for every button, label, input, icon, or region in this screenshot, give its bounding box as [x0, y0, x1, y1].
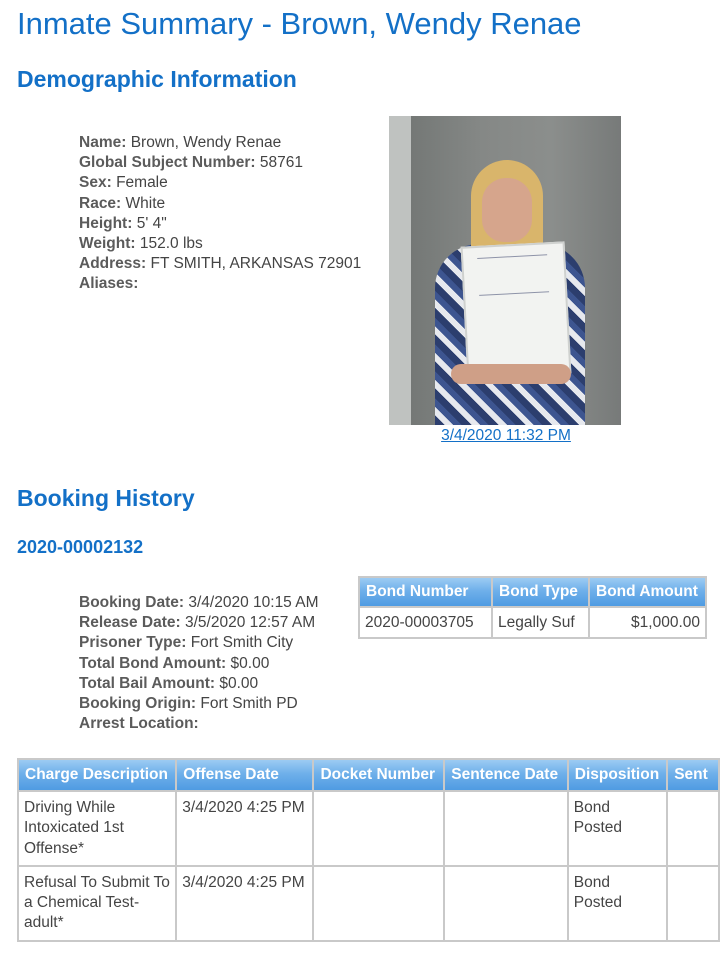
- bond-header-row: [360, 578, 705, 606]
- sentence-date-cell: [445, 867, 567, 940]
- charge-description-header[interactable]: Charge Description: [19, 760, 175, 790]
- charges-table: [17, 758, 720, 942]
- disposition-header[interactable]: Disposition: [569, 760, 666, 790]
- info-row-height: Height: 5' 4": [79, 214, 167, 232]
- charges-header-row: [19, 760, 718, 790]
- booking-row-prisoner-type: Prisoner Type: Fort Smith City: [79, 634, 294, 652]
- demographic-heading: Demographic Information: [17, 66, 297, 92]
- docket-number-header[interactable]: Docket Number: [314, 760, 443, 790]
- docket-number-cell: [314, 792, 443, 865]
- info-row-sex: Sex: Female: [79, 174, 168, 192]
- bond-amount-header[interactable]: Bond Amount: [590, 578, 705, 606]
- booking-row-total-bail: Total Bail Amount: $0.00: [79, 674, 259, 692]
- booking-history-heading: Booking History: [17, 485, 195, 511]
- bond-number-header[interactable]: Bond Number: [360, 578, 491, 606]
- info-row-address: Address: FT SMITH, ARKANSAS 72901: [79, 255, 362, 273]
- bond-table: [358, 576, 707, 639]
- page-title: Inmate Summary - Brown, Wendy Renae: [17, 6, 582, 41]
- disposition-cell: Bond Posted: [569, 792, 666, 865]
- booking-row-booking-origin: Booking Origin: Fort Smith PD: [79, 694, 298, 712]
- bond-type-cell: Legally Suf: [493, 608, 588, 637]
- sentence-header[interactable]: Sent: [668, 760, 718, 790]
- bond-number-cell: 2020-00003705: [360, 608, 491, 637]
- photo-date-link[interactable]: 3/4/2020 11:32 PM: [441, 427, 571, 444]
- booking-row-arrest-location: Arrest Location:: [79, 715, 199, 733]
- table-row: [360, 608, 705, 637]
- sentence-cell: [668, 867, 718, 940]
- sentence-date-header[interactable]: Sentence Date: [445, 760, 567, 790]
- booking-row-release-date: Release Date: 3/5/2020 12:57 AM: [79, 614, 316, 632]
- charge-description-cell: Driving While Intoxicated 1st Offense*: [19, 792, 175, 865]
- offense-date-cell: 3/4/2020 4:25 PM: [177, 792, 312, 865]
- table-row: [19, 867, 718, 940]
- booking-info: [79, 593, 319, 734]
- booking-row-booking-date: Booking Date: 3/4/2020 10:15 AM: [79, 594, 319, 611]
- info-row-name: Name: Brown, Wendy Renae: [79, 134, 282, 151]
- offense-date-cell: 3/4/2020 4:25 PM: [177, 867, 312, 940]
- disposition-cell: Bond Posted: [569, 867, 666, 940]
- sentence-cell: [668, 792, 718, 865]
- info-row-global-subject-number: Global Subject Number: 58761: [79, 154, 303, 172]
- charge-description-cell: Refusal To Submit To a Chemical Test-adult*: [19, 867, 175, 940]
- bond-amount-cell: $1,000.00: [590, 608, 705, 637]
- info-row-weight: Weight: 152.0 lbs: [79, 234, 203, 252]
- info-row-aliases: Aliases:: [79, 275, 139, 293]
- booking-row-total-bond: Total Bond Amount: $0.00: [79, 654, 270, 672]
- demographic-info: [79, 133, 361, 295]
- offense-date-header[interactable]: Offense Date: [177, 760, 312, 790]
- bond-type-header[interactable]: Bond Type: [493, 578, 588, 606]
- sentence-date-cell: [445, 792, 567, 865]
- info-row-race: Race: White: [79, 194, 166, 212]
- table-row: [19, 792, 718, 865]
- booking-number: 2020-00002132: [17, 537, 144, 557]
- mugshot-photo: [389, 116, 621, 425]
- docket-number-cell: [314, 867, 443, 940]
